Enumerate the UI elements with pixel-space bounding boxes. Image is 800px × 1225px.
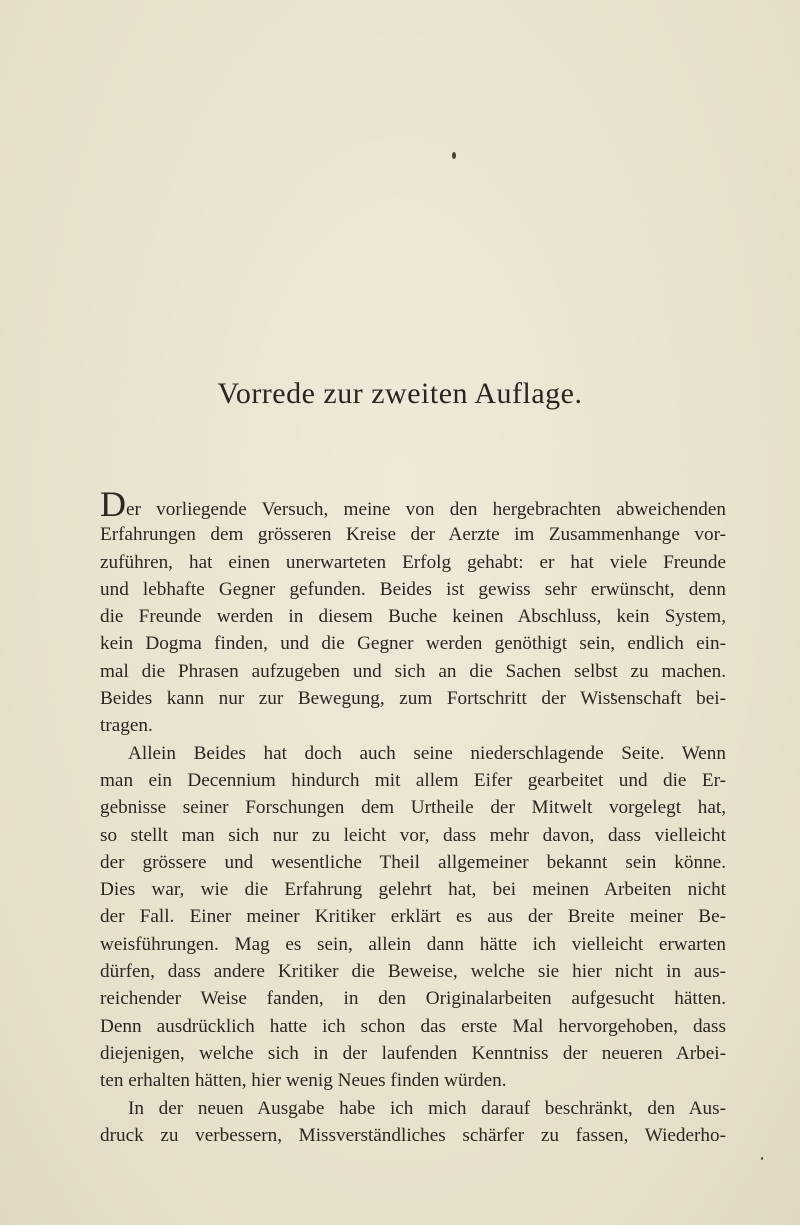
ink-speck [452,152,456,159]
text-line: druck zu verbessern, Missverständliches schärfer zu fassen, Wiederho- [100,1124,726,1146]
text-line: der grössere und wesentliche Theil allgemeiner bekannt sein könne. [100,851,726,873]
text-line: reichender Weise fanden, in den Originalarbeiten aufgesucht hätten. [100,988,726,1010]
text-line: weisführungen. Mag es sein, allein dann hätte ich vielleicht erwarten [100,933,726,955]
text-line: die Freunde werden in diesem Buche keinen Abschluss, kein System, [100,606,726,628]
text-line: gebnisse seiner Forschungen dem Urtheile der Mitwelt vorgelegt hat, [100,797,726,819]
text-line: Allein Beides hat doch auch seine niederschlagende Seite. Wenn [128,742,726,764]
text-line: Beides kann nur zur Bewegung, zum Fortschritt der Wissenschaft bei- [100,688,726,710]
text-line: diejenigen, welche sich in der laufenden Kenntniss der neueren Arbei- [100,1042,726,1064]
page-title: Vorrede zur zweiten Auflage. [217,377,583,410]
text-line: Denn ausdrücklich hatte ich schon das erste Mal hervorgehoben, dass [100,1015,726,1037]
text-line: mal die Phrasen aufzugeben und sich an die Sachen selbst zu machen. [100,660,726,682]
paragraph-3 [100,1095,726,1150]
text-line: der Fall. Einer meiner Kritiker erklärt es aus der Breite meiner Be- [100,906,726,928]
text-line: man ein Decennium hindurch mit allem Eifer gearbeitet und die Er- [100,769,726,791]
paragraph-2 [100,740,726,1095]
text-line: und lebhafte Gegner gefunden. Beides ist gewiss sehr erwünscht, denn [100,578,726,600]
body-text [100,484,726,1149]
text-line: tragen. [100,715,153,737]
paragraph-1 [100,484,726,740]
text-line: Erfahrungen dem grösseren Kreise der Aerzte im Zusammenhange vor- [100,524,726,546]
text-line: kein Dogma finden, und die Gegner werden genöthigt sein, endlich ein- [100,633,726,655]
text-line: In der neuen Ausgabe habe ich mich darauf beschränkt, den Aus- [128,1097,726,1119]
text-line: Dies war, wie die Erfahrung gelehrt hat, bei meinen Arbeiten nicht [100,879,726,901]
text-line: ten erhalten hätten, hier wenig Neues finden würden. [100,1070,507,1092]
drop-cap: D [100,484,126,524]
text-line: Der vorliegende Versuch, meine von den hergebrachten abweichenden [100,484,726,524]
ink-speck [761,1157,763,1160]
text-line: dürfen, dass andere Kritiker die Beweise, welche sie hier nicht in aus- [100,961,726,983]
text-line: zuführen, hat einen unerwarteten Erfolg gehabt: er hat viele Freunde [100,551,726,573]
text-line: so stellt man sich nur zu leicht vor, dass mehr davon, dass vielleicht [100,824,726,846]
